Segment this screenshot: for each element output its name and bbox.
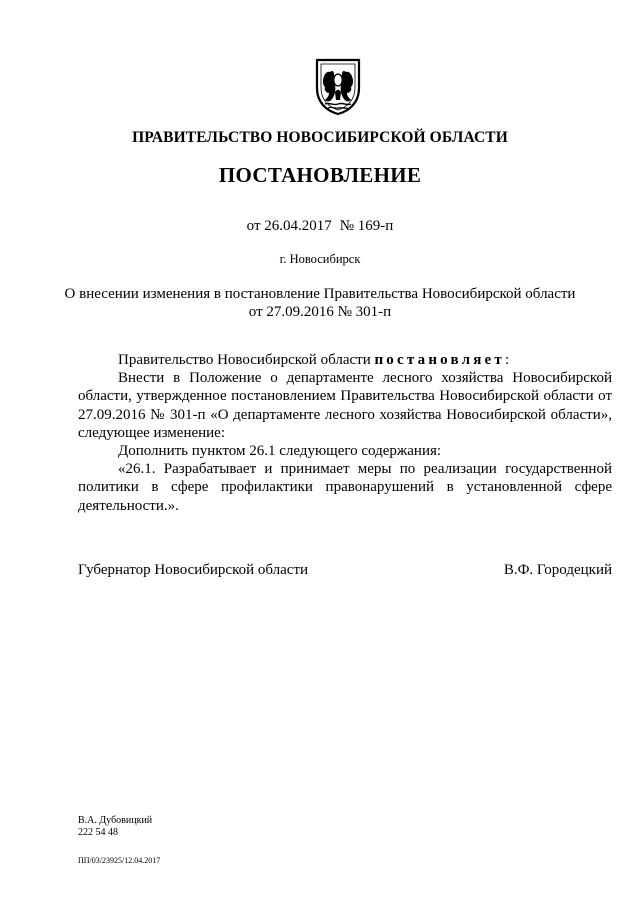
subject-line-1: О внесении изменения в постановление Правительства Новосибирской области	[64, 286, 576, 302]
document-subject	[0, 285, 640, 321]
signature-block	[78, 562, 612, 579]
signatory-name: В.Ф. Городецкий	[503, 562, 612, 578]
footer-document-reference: ПП/03/23925/12.04.2017	[78, 856, 161, 865]
document-date: от 26.04.2017	[246, 218, 332, 234]
body-paragraph-clause: «26.1. Разрабатывает и принимает меры по реализации государственной политики в сфере профилактики правонарушений в установленной сфере деятельности.».	[78, 461, 612, 514]
document-type-title: ПОСТАНОВЛЕНИЕ	[218, 163, 422, 187]
body-paragraph-amendment: Внести в Положение о департаменте лесного хозяйства Новосибирской области, утвержденное постановлением Правительства Новосибирской области от 27.09.2016 № 301-п «О департаменте лесного хозяйства Новосибирской области», следующее изменение:	[78, 370, 612, 441]
decree-lead: Правительство Новосибирской области	[118, 352, 375, 368]
executor-name: В.А. Дубовицкий	[78, 815, 153, 826]
document-date-number	[0, 218, 640, 235]
signatory-position: Губернатор Новосибирской области	[78, 562, 309, 578]
decree-colon: :	[504, 352, 510, 368]
coat-of-arms-icon	[313, 58, 363, 116]
document-city: г. Новосибирск	[279, 252, 361, 266]
document-number: № 169-п	[339, 218, 394, 234]
executor-phone: 222 54 48	[78, 827, 118, 838]
organization-title: ПРАВИТЕЛЬСТВО НОВОСИБИРСКОЙ ОБЛАСТИ	[132, 129, 508, 146]
subject-line-2: от 27.09.2016 № 301-п	[248, 304, 392, 320]
decree-word: постановляет	[374, 352, 505, 368]
executor-block	[78, 815, 152, 839]
document-body	[78, 351, 612, 515]
body-paragraph-decree	[78, 351, 612, 369]
body-paragraph-addition: Дополнить пунктом 26.1 следующего содержания:	[118, 443, 442, 460]
